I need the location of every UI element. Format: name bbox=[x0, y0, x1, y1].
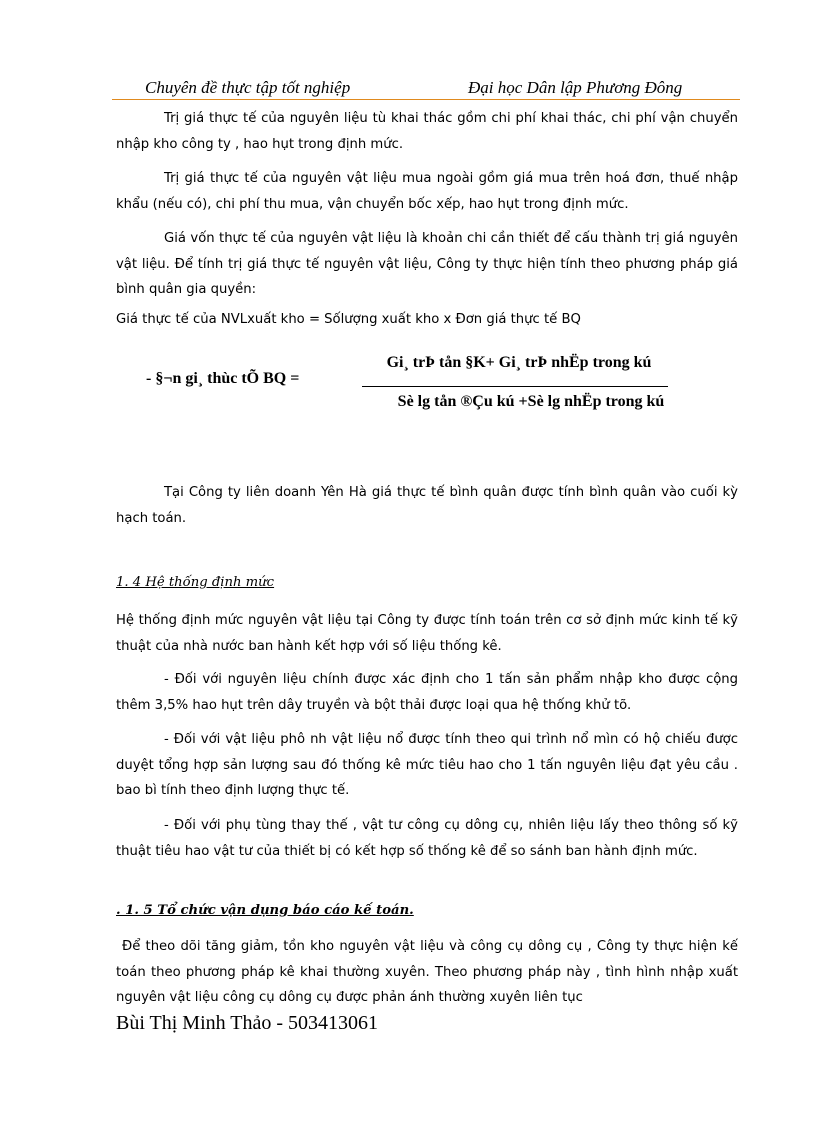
paragraph-main-material: - Đối với nguyên liệu chính được xác định cho 1 tấn sản phẩm nhập kho được cộng thêm 3,5% hao hụt trên dây truyền và bột thải được loại qua hệ thống khử tõ. bbox=[116, 672, 738, 713]
section-heading-norms: 1. 4 Hệ thống định mức bbox=[116, 575, 275, 590]
paragraph-inventory-method: Để theo dõi tăng giảm, tồn kho nguyên vật liệu và công cụ dông cụ , Công ty thực hiện kế toán theo phương pháp kê khai thường xuyên. Theo phương pháp này , tình hình nhập xuất nguyên vật liệu công cụ dông cụ được phản ánh thường xuyên liên tục bbox=[116, 939, 738, 1005]
paragraph-norm-system: Hệ thống định mức nguyên vật liệu tại Công ty được tính toán trên cơ sở định mức kinh tế kỹ thuật của nhà nước ban hành kết hợp với số liệu thống kê. bbox=[116, 613, 738, 654]
formula-denominator: Sè lg tån ®Çu kú +Sè lg nhËp trong kú bbox=[397, 393, 665, 410]
page-footer-author: Bùi Thị Minh Thảo - 503413061 bbox=[116, 1012, 379, 1034]
paragraph-cost-method: Giá vốn thực tế của nguyên vật liệu là khoản chi cần thiết để cấu thành trị giá nguyên vật liệu. Để tính trị giá thực tế nguyên vật liệu, Công ty thực hiện tính theo phương pháp giá bình quân gia quyền: bbox=[116, 231, 738, 297]
paragraph-average-price: Tại Công ty liên doanh Yên Hà giá thực tế bình quân được tính bình quân vào cuối kỳ hạch toán. bbox=[116, 485, 738, 526]
paragraph-raw-material-mined: Trị giá thực tế của nguyên liệu tù khai thác gồm chi phí khai thác, chi phí vận chuyển nhập kho công ty , hao hụt trong định mức. bbox=[116, 111, 738, 152]
header-left-title: Chuyên đề thực tập tốt nghiệp bbox=[145, 78, 351, 97]
formula-issue-price: Giá thực tế của NVLxuất kho = Sốlượng xuất kho x Đơn giá thực tế BQ bbox=[116, 312, 581, 327]
formula-label: - §¬n gi¸ thùc tÕ BQ = bbox=[146, 370, 300, 387]
paragraph-purchased-material: Trị giá thực tế của nguyên vật liệu mua ngoài gồm giá mua trên hoá đơn, thuế nhập khẩu (nếu có), chi phí thu mua, vận chuyển bốc xếp, hao hụt trong định mức. bbox=[116, 171, 738, 212]
header-divider bbox=[112, 99, 740, 100]
formula-fraction-bar bbox=[362, 386, 668, 387]
section-heading-reporting: . 1. 5 Tổ chức vận dụng báo cáo kế toán. bbox=[116, 903, 414, 918]
header-right-title: Đại học Dân lập Phương Đông bbox=[468, 78, 683, 97]
paragraph-auxiliary-material: - Đối với vật liệu phô nh vật liệu nổ được tính theo qui trình nổ mìn có hộ chiếu được duyệt tổng hợp sản lượng sau đó thống kê mức tiêu hao cho 1 tấn nguyên liệu đạt yêu cầu . bao bì tính theo định lượng thực tế. bbox=[116, 732, 738, 798]
formula-numerator: Gi¸ trÞ tån §K+ Gi¸ trÞ nhËp trong kú bbox=[386, 354, 652, 371]
paragraph-spare-parts: - Đối với phụ tùng thay thế , vật tư công cụ dông cụ, nhiên liệu lấy theo thông số kỹ thuật tiêu hao vật tư của thiết bị có kết hợp số thống kê để so sánh ban hành định mức. bbox=[116, 818, 738, 859]
